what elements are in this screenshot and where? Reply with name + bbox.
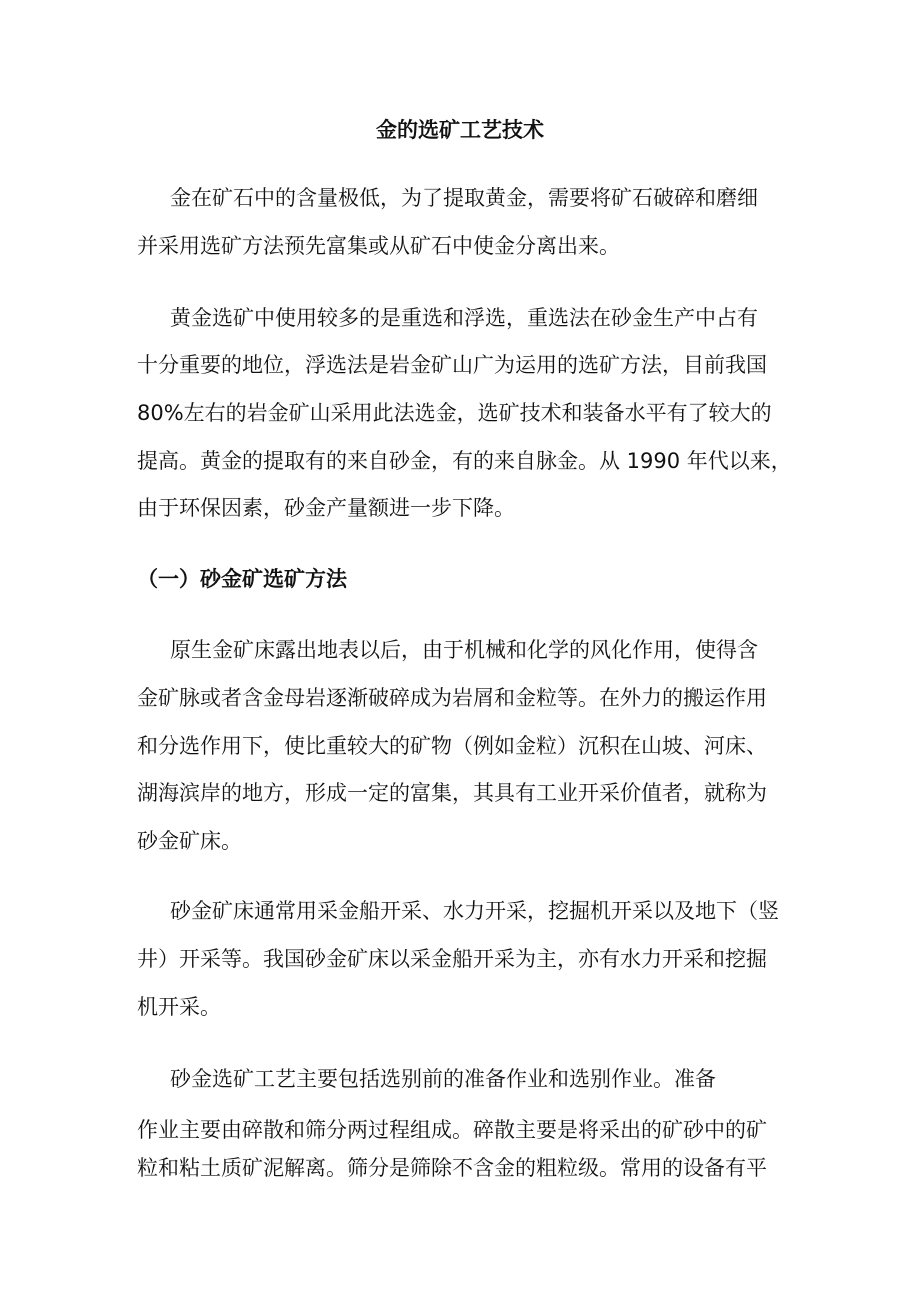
paragraph-line: 金矿脉或者含金母岩逐渐破碎成为岩屑和金粒等。在外力的搬运作用 xyxy=(137,686,767,710)
paragraph-line: 作业主要由碎散和筛分两过程组成。碎散主要是将采出的矿砂中的矿 xyxy=(137,1118,767,1142)
paragraph-line: 砂金选矿工艺主要包括选别前的准备作业和选别作业。准备 xyxy=(170,1067,716,1091)
paragraph-line: 机开采。 xyxy=(137,995,221,1019)
paragraph-line: 由于环保因素，砂金产量额进一步下降。 xyxy=(137,496,515,520)
paragraph-line: 粒和粘土质矿泥解离。筛分是筛除不含金的粗粒级。常用的设备有平 xyxy=(137,1156,767,1180)
paragraph-line: 湖海滨岸的地方，形成一定的富集，其具有工业开采价值者，就称为 xyxy=(137,781,767,805)
paragraph-line: 和分选作用下，使比重较大的矿物（例如金粒）沉积在山坡、河床、 xyxy=(137,734,767,758)
paragraph-line: 十分重要的地位，浮选法是岩金矿山广为运用的选矿方法，目前我国 xyxy=(137,353,767,377)
paragraph-line: 提高。黄金的提取有的来自砂金，有的来自脉金。从 1990 年代以来， xyxy=(137,449,792,473)
paragraph-line: 砂金矿床。 xyxy=(137,829,242,853)
paragraph-line: 井）开采等。我国砂金矿床以采金船开采为主，亦有水力开采和挖掘 xyxy=(137,947,767,971)
document-title: 金的选矿工艺技术 xyxy=(376,118,544,142)
paragraph-line: 金在矿石中的含量极低，为了提取黄金，需要将矿石破碎和磨细 xyxy=(170,186,758,210)
paragraph-line: 并采用选矿方法预先富集或从矿石中使金分离出来。 xyxy=(137,234,620,258)
paragraph-line: 砂金矿床通常用采金船开采、水力开采，挖掘机开采以及地下（竖 xyxy=(170,899,779,923)
paragraph-line: 80%左右的岩金矿山采用此法选金，选矿技术和装备水平有了较大的 xyxy=(137,401,772,425)
paragraph-line: 黄金选矿中使用较多的是重选和浮选，重选法在砂金生产中占有 xyxy=(170,306,758,330)
paragraph-line: 原生金矿床露出地表以后，由于机械和化学的风化作用，使得含 xyxy=(170,638,758,662)
section-heading: （一）砂金矿选矿方法 xyxy=(137,567,347,591)
